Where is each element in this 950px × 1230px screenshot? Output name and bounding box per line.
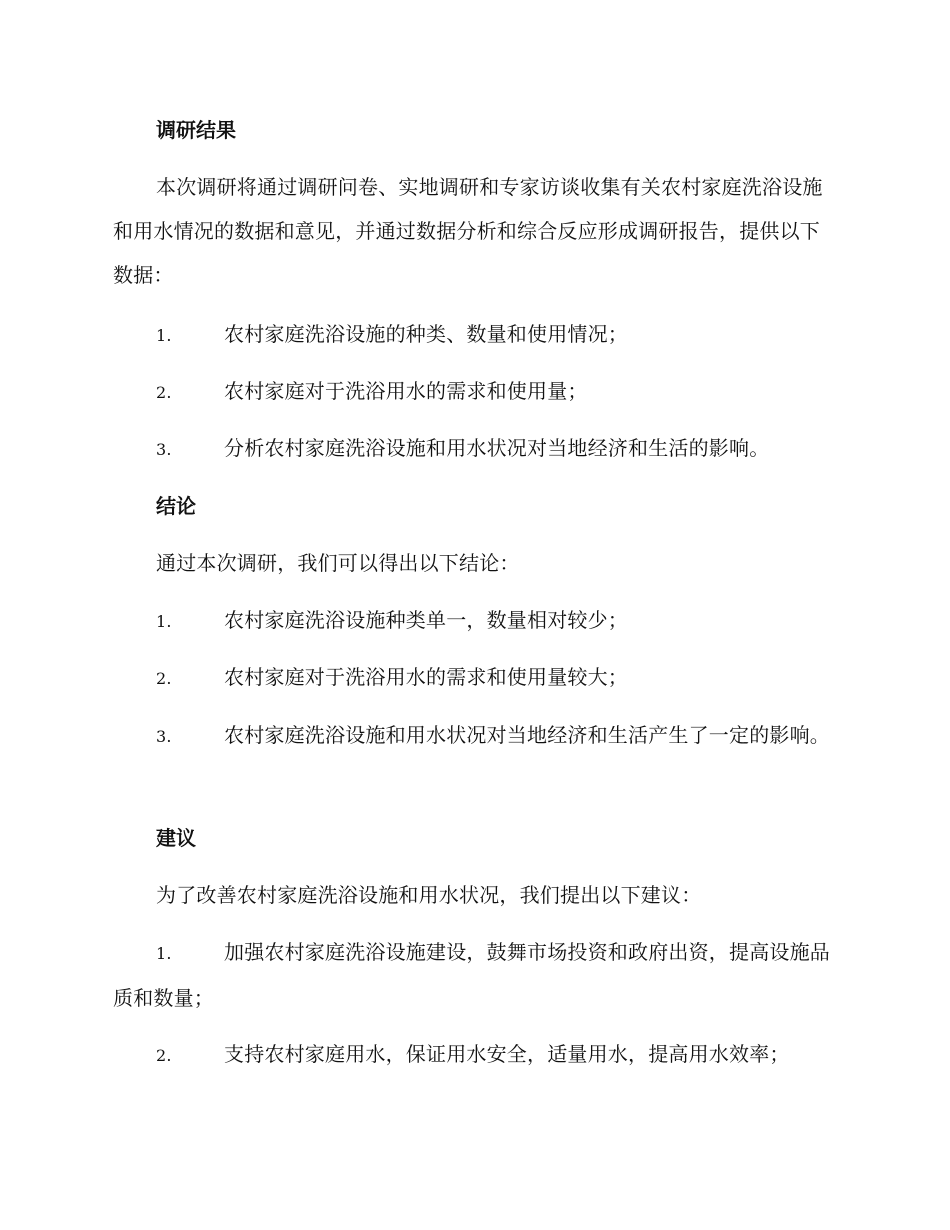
- list-number: 2.: [156, 383, 172, 402]
- list-item-text: 农村家庭洗浴设施种类单一，数量相对较少；: [224, 608, 628, 632]
- list-number: 3.: [156, 727, 172, 746]
- list-item: [113, 426, 837, 472]
- list-item-text: 支持农村家庭用水，保证用水安全，适量用水，提高用水效率；: [224, 1042, 790, 1066]
- section-heading-results: 调研结果: [156, 118, 236, 142]
- list-number: 2.: [156, 1046, 172, 1065]
- section-heading-suggestions: 建议: [156, 826, 196, 850]
- list-number: 3.: [156, 440, 172, 459]
- list-item: [113, 713, 837, 759]
- section-heading-conclusion: 结论: [156, 494, 196, 518]
- list-item-text: 农村家庭洗浴设施和用水状况对当地经济和生活产生了一定的影响。: [224, 723, 830, 747]
- list-item: [113, 312, 837, 358]
- section-intro-suggestions: 为了改善农村家庭洗浴设施和用水状况，我们提出以下建议：: [156, 883, 702, 907]
- list-item: [113, 655, 837, 701]
- list-item-text: 加强农村家庭洗浴设施建设，鼓舞市场投资和政府出资，提高设施品质和数量；: [113, 940, 830, 1010]
- list-number: 1.: [156, 612, 172, 631]
- list-item: [113, 930, 837, 1020]
- list-item-text: 农村家庭对于洗浴用水的需求和使用量较大；: [224, 665, 628, 689]
- list-item: [113, 369, 837, 415]
- list-number: 1.: [156, 326, 172, 345]
- list-number: 1.: [156, 944, 172, 963]
- list-number: 2.: [156, 669, 172, 688]
- list-item-text: 分析农村家庭洗浴设施和用水状况对当地经济和生活的影响。: [224, 436, 770, 460]
- list-item: [113, 1032, 837, 1078]
- list-item: [113, 598, 837, 644]
- list-item-text: 农村家庭洗浴设施的种类、数量和使用情况；: [224, 322, 628, 346]
- section-intro-conclusion: 通过本次调研，我们可以得出以下结论：: [156, 551, 520, 575]
- list-item-text: 农村家庭对于洗浴用水的需求和使用量；: [224, 379, 588, 403]
- section-intro-results: 本次调研将通过调研问卷、实地调研和专家访谈收集有关农村家庭洗浴设施和用水情况的数据和意见，并通过数据分析和综合反应形成调研报告，提供以下数据：: [113, 175, 823, 287]
